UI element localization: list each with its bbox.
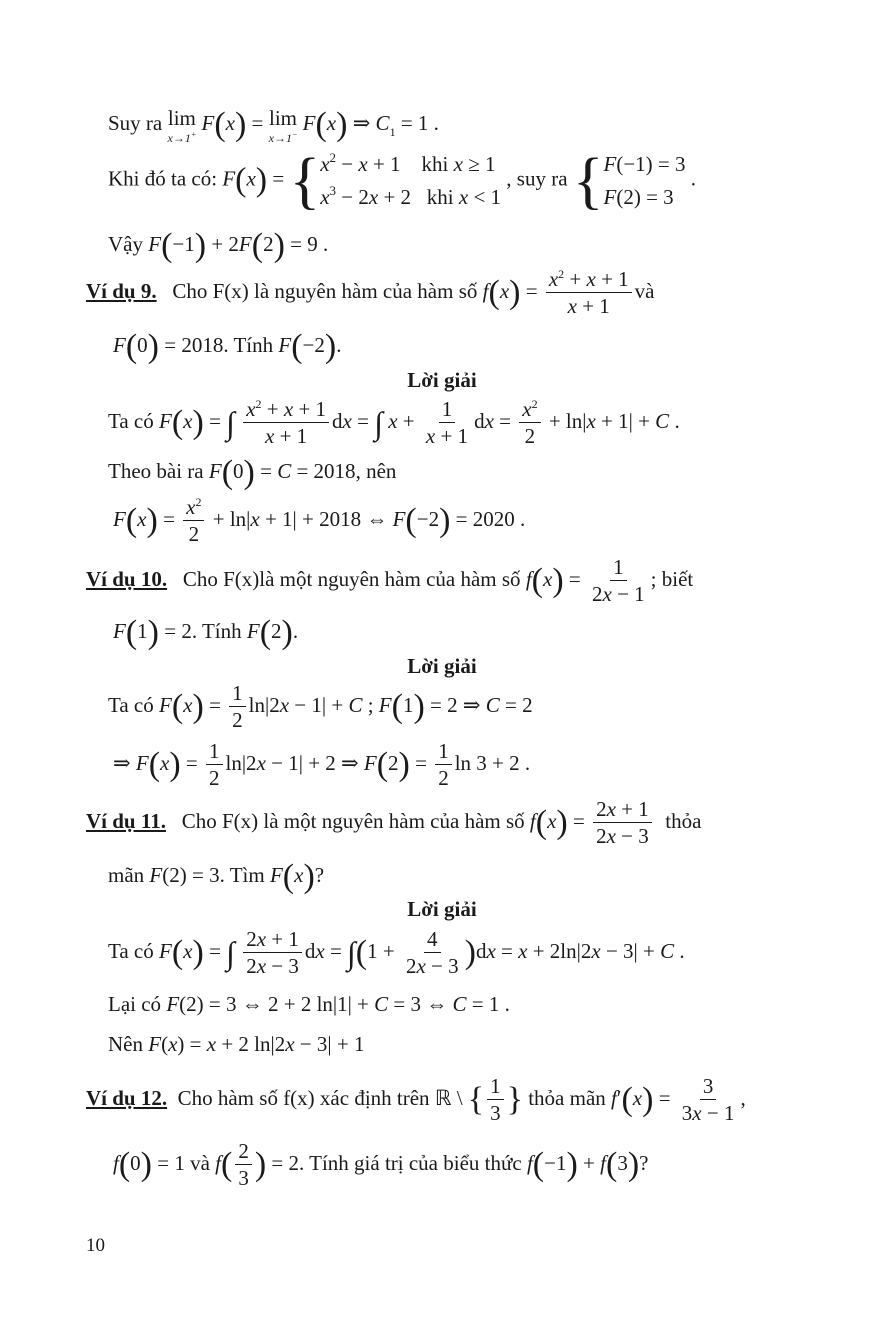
example-10-condition: F(1) = 2. Tính F(2). xyxy=(113,614,299,651)
example-11-condition: mãn F(2) = 3. Tìm F(x)? xyxy=(108,858,325,895)
example-9-step1: Ta có F(x) = ∫ $\frac{x^2 + x + 1}{x + 1}$ dx = ∫ x + $\frac{1}{x + 1}$ dx = $\frac{x^2}{2}$ + ln|x + 1| + C . xyxy=(108,397,680,449)
example-11-label: Ví dụ 11. xyxy=(86,808,166,833)
example-10-heading: Ví dụ 10. Cho F(x)là một nguyên hàm của hàm số f(x) = $\frac{1}{2x - 1}$ ; biết xyxy=(86,555,694,607)
example-11-heading: Ví dụ 11. Cho F(x) là một nguyên hàm của hàm số f(x) = $\frac{2x + 1}{2x - 3}$ thỏa xyxy=(86,797,702,849)
example-10-result: ⇒ F(x) = $\frac{1}{2}$ ln|2x − 1| + 2 ⇒ F(2) = $\frac{1}{2}$ ln 3 + 2 . xyxy=(113,739,531,791)
limit-line: Suy ra lim x→1+ F(x) = lim x→1− F(x) ⇒ $C_1 = 1$ . xyxy=(108,106,439,145)
example-10-label: Ví dụ 10. xyxy=(86,566,168,591)
example-12-heading: Ví dụ 12. Cho hàm số f(x) xác định trên ℝ \ { $\frac{1}{3}$ } thỏa mãn f′(x) = $\frac{3}{3x - 1}$ , xyxy=(86,1074,746,1126)
example-9-step2: Theo bài ra F(0) = C = 2018, nên xyxy=(108,454,397,491)
values-system: F(−1) = 3 F(2) = 3 xyxy=(603,152,686,209)
example-9-condition: F(0) = 2018. Tính F(−2). xyxy=(113,328,342,365)
limit-left: lim x→1− xyxy=(268,106,298,145)
example-12-condition: f(0) = 1 và f( $\frac{2}{3}$ ) = 2. Tính giá trị của biểu thức f(−1) + f(3)? xyxy=(113,1139,649,1191)
solution-heading-9: Lời giải xyxy=(407,368,477,392)
solution-heading-11: Lời giải xyxy=(407,897,477,921)
conclusion-line: Vậy F(−1) + 2F(2) = 9 . xyxy=(108,227,329,264)
example-10-step1: Ta có F(x) = $\frac{1}{2}$ ln|2x − 1| + C ; F(1) = 2 ⇒ C = 2 xyxy=(108,681,533,733)
solution-heading-10: Lời giải xyxy=(407,654,477,678)
example-11-step2: Lại có F(2) = 3 ⇔ 2 + 2 ln|1| + C = 3 ⇔ C = 1 . xyxy=(108,992,510,1016)
example-9-result: F(x) = $\frac{x^2}{2}$ + ln|x + 1| + 2018 ⇔ F(−2) = 2020 . xyxy=(113,495,526,547)
label-khi-do: Khi đó ta có: xyxy=(108,166,218,191)
example-11-step1: Ta có F(x) = ∫ $\frac{2x + 1}{2x - 3}$ dx = ∫(1 + $\frac{4}{2x - 3}$ )dx = x + 2ln|2x − 3| + C . xyxy=(108,927,685,979)
example-9-heading: Ví dụ 9. Cho F(x) là nguyên hàm của hàm số f(x) = $\frac{x^2 + x + 1}{x + 1}$ và xyxy=(86,267,655,319)
piecewise-system: $x^2 - x + 1$ khi x ≥ 1 $x^3 - 2x + 2$ khi x < 1 xyxy=(320,150,502,209)
piecewise-line: Khi đó ta có: $F(x) = \{x^2 - x + 1$ khi x ≥ 1 $x^3 - 2x + 2$ khi x < 1 , suy ra {F(−1) = 3 F(2) = 3 . xyxy=(108,144,697,216)
example-9-label: Ví dụ 9. xyxy=(86,278,157,303)
limit-right: lim x→1+ xyxy=(167,106,197,145)
example-11-result: Nên F(x) = x + 2 ln|2x − 3| + 1 xyxy=(108,1032,365,1056)
label-suy-ra: Suy ra xyxy=(108,110,163,135)
page-number: 10 xyxy=(86,1235,105,1256)
example-12-label: Ví dụ 12. xyxy=(86,1085,168,1110)
